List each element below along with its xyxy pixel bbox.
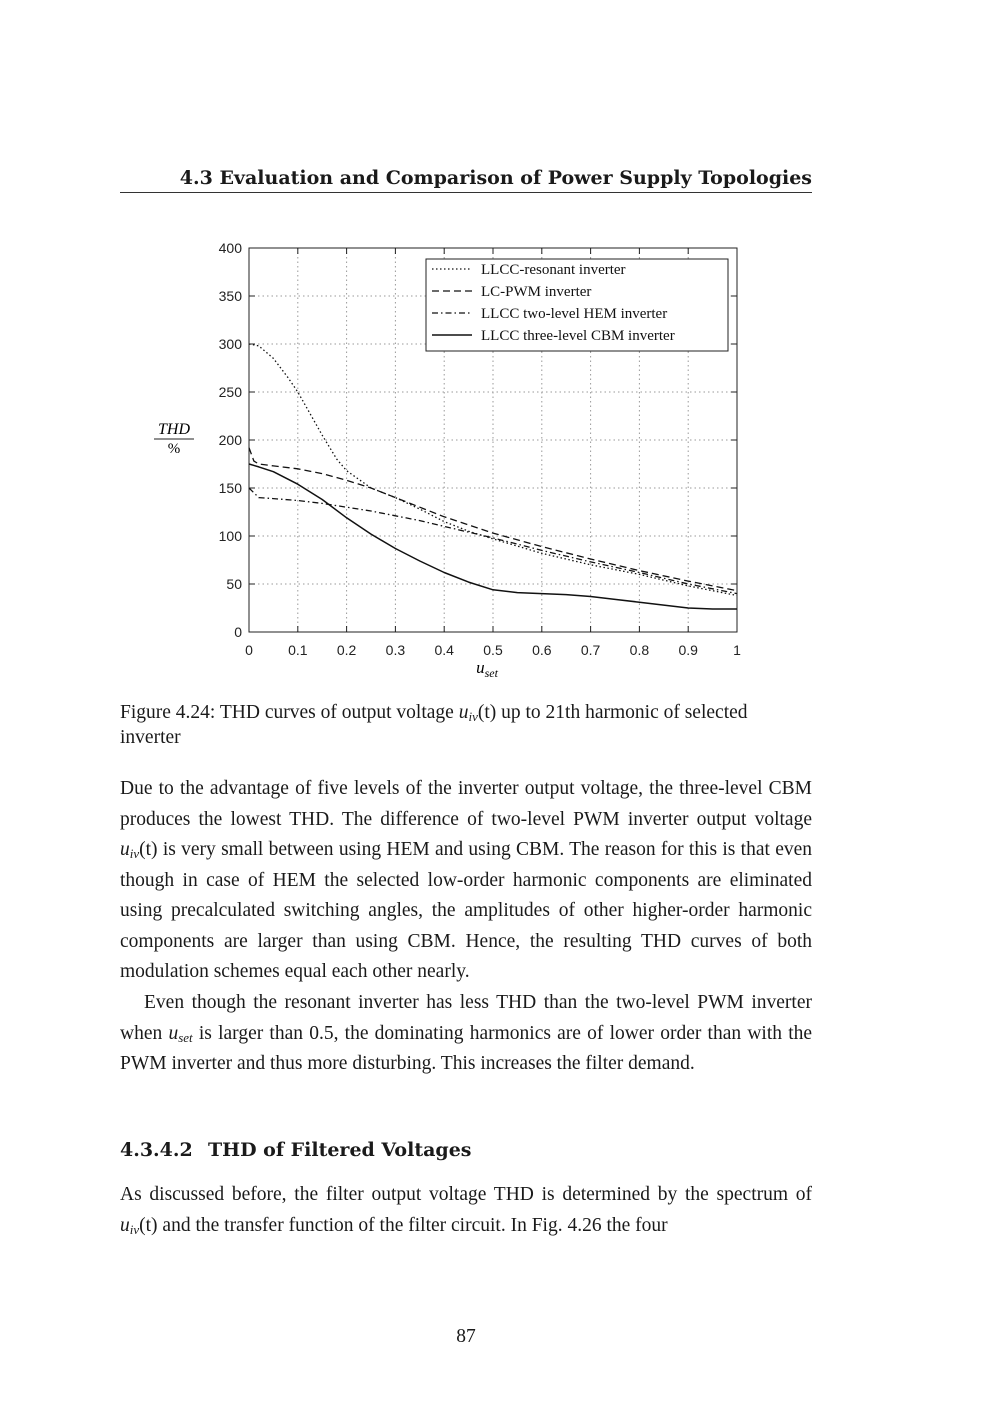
y-tick-label: 100 (218, 528, 242, 544)
paragraph-1-arg: (t) (139, 839, 158, 860)
paragraph-3-text-a: As discussed before, the filter output voltage THD is determined by the spectrum of (120, 1184, 812, 1205)
y-axis-label (154, 421, 194, 457)
x-tick-label: 0.7 (580, 642, 601, 658)
paragraph-3-var: u (120, 1214, 130, 1236)
legend-label-4: LLCC three-level CBM inverter (481, 328, 675, 344)
caption-var: u (458, 702, 469, 723)
y-tick-label: 200 (218, 432, 242, 448)
section-title: THD of Filtered Voltages (208, 1139, 472, 1161)
x-axis-label-sub: set (484, 666, 498, 680)
y-tick-label: 0 (234, 624, 242, 640)
paragraph-1-text-a: Due to the advantage of five levels of the inverter output voltage, the three-level CBM produces the lowest THD. The difference of two-level PWM inverter output voltage (120, 778, 812, 830)
legend-label-2: LC-PWM inverter (481, 284, 592, 300)
x-tick-label: 0.2 (336, 642, 357, 658)
legend-label-1: LLCC-resonant inverter (481, 262, 626, 278)
paragraph-1-text-b: is very small between using HEM and using CBM. The reason for this is that even though in case of HEM the selected low-order harmonic components are eliminated using precalculated switching angles, the amplitudes of other higher-order harmonic components are larger than using CBM. Hence, the resulting THD curves of both modulation schemes equal each other nearly. (120, 839, 813, 982)
caption-label: Figure 4.24: (120, 702, 216, 723)
y-axis-label-numerator: THD (157, 421, 191, 438)
section-heading (120, 1136, 812, 1164)
page-number: 87 (456, 1326, 476, 1347)
x-axis-label-main: u (476, 658, 485, 677)
caption-arg: (t) (477, 702, 497, 723)
x-axis-label (476, 658, 498, 680)
y-tick-label: 300 (218, 336, 242, 352)
x-tick-label: 0.6 (532, 642, 552, 658)
paragraph-3-sub: iv (129, 1221, 140, 1237)
y-tick-label: 50 (226, 576, 242, 592)
x-tick-label: 0.9 (678, 642, 698, 658)
paragraph-2-text-a: Even though the resonant inverter has less THD than the two-level PWM inverter when (120, 992, 812, 1044)
section-number: 4.3.4.2 (120, 1139, 193, 1161)
paragraph-3 (120, 1180, 812, 1241)
x-tick-label: 0.1 (288, 642, 308, 658)
paragraph-3-arg: (t) (139, 1214, 158, 1236)
figure-caption (120, 700, 812, 750)
caption-sub: iv (468, 709, 478, 724)
chart-legend (426, 259, 728, 351)
paragraph-2 (120, 988, 812, 1080)
x-tick-label: 0.4 (434, 642, 454, 658)
x-tick-label: 0 (245, 642, 253, 658)
thd-chart (140, 232, 760, 682)
paragraph-1-var: u (120, 839, 130, 860)
y-tick-label: 150 (218, 480, 242, 496)
paragraph-3-text-b: and the transfer function of the filter circuit. In Fig. 4.26 the four (162, 1214, 668, 1236)
paragraph-2-text-b: is larger than 0.5, the dominating harmonics are of lower order than with the PWM inverter and thus more disturbing. This increases the filter demand. (120, 1022, 813, 1074)
x-tick-label: 0.5 (483, 642, 503, 658)
paragraph-2-sub: set (178, 1029, 193, 1045)
y-tick-label: 400 (218, 240, 242, 256)
y-tick-label: 250 (218, 384, 242, 400)
caption-pre: THD curves of output voltage (219, 702, 454, 723)
y-axis-label-denominator: % (167, 441, 181, 457)
running-header: 4.3 Evaluation and Comparison of Power Supply Topologies (120, 164, 812, 193)
paragraph-2-var: u (168, 1022, 179, 1044)
legend-label-3: LLCC two-level HEM inverter (481, 306, 668, 322)
x-tick-label: 0.3 (385, 642, 406, 658)
paragraph-1-sub: iv (129, 846, 140, 861)
caption-post: up to 21th harmonic of selected inverter (120, 702, 748, 748)
x-tick-label: 0.8 (629, 642, 650, 658)
paragraph-1 (120, 774, 812, 988)
x-tick-label: 1 (733, 642, 741, 658)
y-tick-label: 350 (218, 288, 242, 304)
